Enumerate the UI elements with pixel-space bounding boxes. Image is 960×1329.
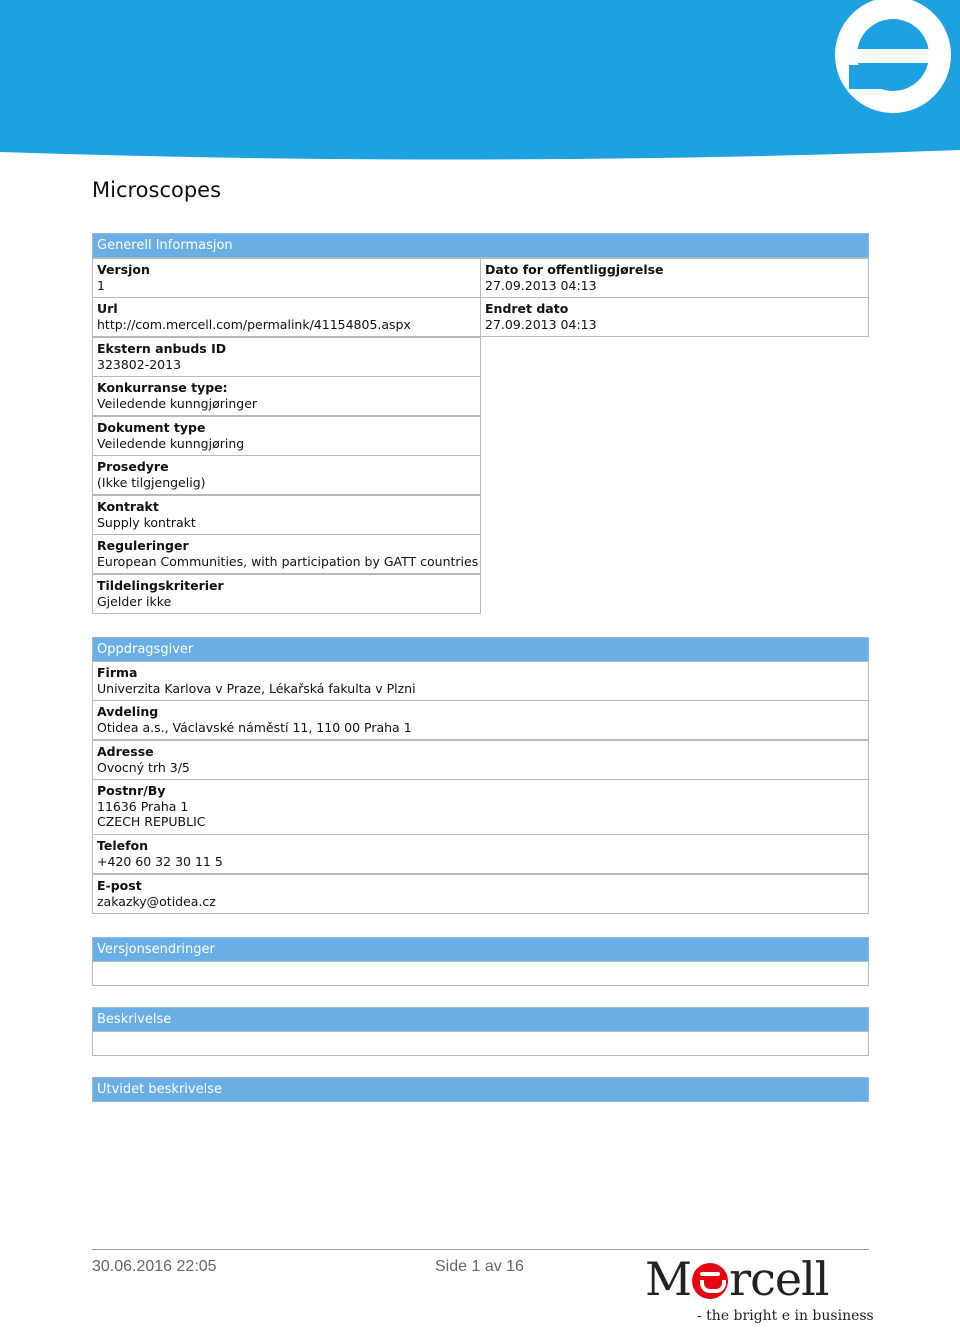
logo-tagline: - the bright e in business: [697, 1308, 874, 1324]
url-link[interactable]: http://com.mercell.com/permalink/41154805.aspx: [97, 316, 411, 332]
field-label: Firma: [97, 665, 138, 680]
field-value: 11636 Praha 1: [97, 798, 189, 814]
logo-letters-rest: rcell: [729, 1252, 829, 1306]
field-label: E-post: [97, 878, 142, 893]
field-label: Avdeling: [97, 704, 159, 719]
field-label: Tildelingskriterier: [97, 578, 224, 593]
logo-red-e-icon: [692, 1263, 728, 1299]
field-label: Kontrakt: [97, 499, 159, 514]
field-label: Dokument type: [97, 420, 206, 435]
field-publication-date: [480, 258, 869, 298]
field-label: Konkurranse type:: [97, 380, 228, 395]
general-info-header: Generell Informasjon: [92, 233, 869, 258]
field-postcode-city: [92, 779, 869, 835]
field-value: Gjelder ikke: [97, 593, 172, 609]
field-address: [92, 740, 869, 780]
footer-date: 30.06.2016 22:05: [92, 1258, 217, 1275]
page-title: Microscopes: [92, 178, 222, 202]
description-body: [92, 1031, 869, 1056]
footer-page-number: Side 1 av 16: [435, 1258, 524, 1275]
field-version: [92, 258, 481, 298]
field-value-country: CZECH REPUBLIC: [97, 814, 206, 829]
email-link[interactable]: zakazky@otidea.cz: [97, 893, 216, 909]
field-value: (Ikke tilgjengelig): [97, 474, 206, 490]
description-header: Beskrivelse: [92, 1007, 869, 1032]
field-value: Otidea a.s., Václavské náměstí 11, 110 00 Praha 1: [97, 719, 412, 735]
field-label: Endret dato: [485, 301, 569, 316]
field-modified-date: [480, 297, 869, 337]
mercell-e-icon: [835, 0, 951, 113]
field-phone: [92, 834, 869, 874]
field-value: 27.09.2013 04:13: [485, 277, 597, 293]
field-label: Adresse: [97, 744, 154, 759]
field-value: 323802-2013: [97, 356, 182, 372]
field-company: [92, 661, 869, 701]
field-procedure: [92, 455, 481, 495]
field-value: Ovocný trh 3/5: [97, 759, 190, 775]
field-value: Veiledende kunngjøring: [97, 435, 245, 451]
field-label: Postnr/By: [97, 783, 166, 798]
field-value: 27.09.2013 04:13: [485, 316, 597, 332]
field-document-type: [92, 416, 481, 456]
banner-graphic: [0, 0, 960, 165]
field-award-criteria: [92, 574, 481, 614]
logo-letter-m: M: [645, 1252, 692, 1306]
buyer-header: Oppdragsgiver: [92, 637, 869, 662]
field-label: Prosedyre: [97, 459, 169, 474]
field-contract: [92, 495, 481, 535]
field-label: Telefon: [97, 838, 149, 853]
field-department: [92, 700, 869, 740]
field-label: Versjon: [97, 262, 150, 277]
mercell-logo: [645, 1252, 874, 1326]
field-value: +420 60 32 30 11 5: [97, 853, 223, 869]
field-label: Dato for offentliggjørelse: [485, 262, 664, 277]
field-label: Ekstern anbuds ID: [97, 341, 227, 356]
field-label: Reguleringer: [97, 538, 189, 553]
field-value: Univerzita Karlova v Praze, Lékařská fakulta v Plzni: [97, 680, 416, 696]
footer-divider: [92, 1249, 869, 1250]
version-changes-header: Versjonsendringer: [92, 937, 869, 962]
header-banner: [0, 0, 960, 165]
field-external-id: [92, 337, 481, 377]
field-regulations: [92, 534, 481, 574]
field-value: 1: [97, 277, 105, 293]
field-competition-type: [92, 376, 481, 416]
field-value: European Communities, with participation by GATT countries: [97, 553, 479, 569]
field-value: Veiledende kunngjøringer: [97, 395, 258, 411]
version-changes-body: [92, 961, 869, 986]
field-url: [92, 297, 481, 337]
logo-wordmark: [645, 1252, 829, 1306]
extended-description-header: Utvidet beskrivelse: [92, 1077, 869, 1102]
field-email: [92, 874, 869, 914]
field-label: Url: [97, 301, 118, 316]
field-value: Supply kontrakt: [97, 514, 196, 530]
